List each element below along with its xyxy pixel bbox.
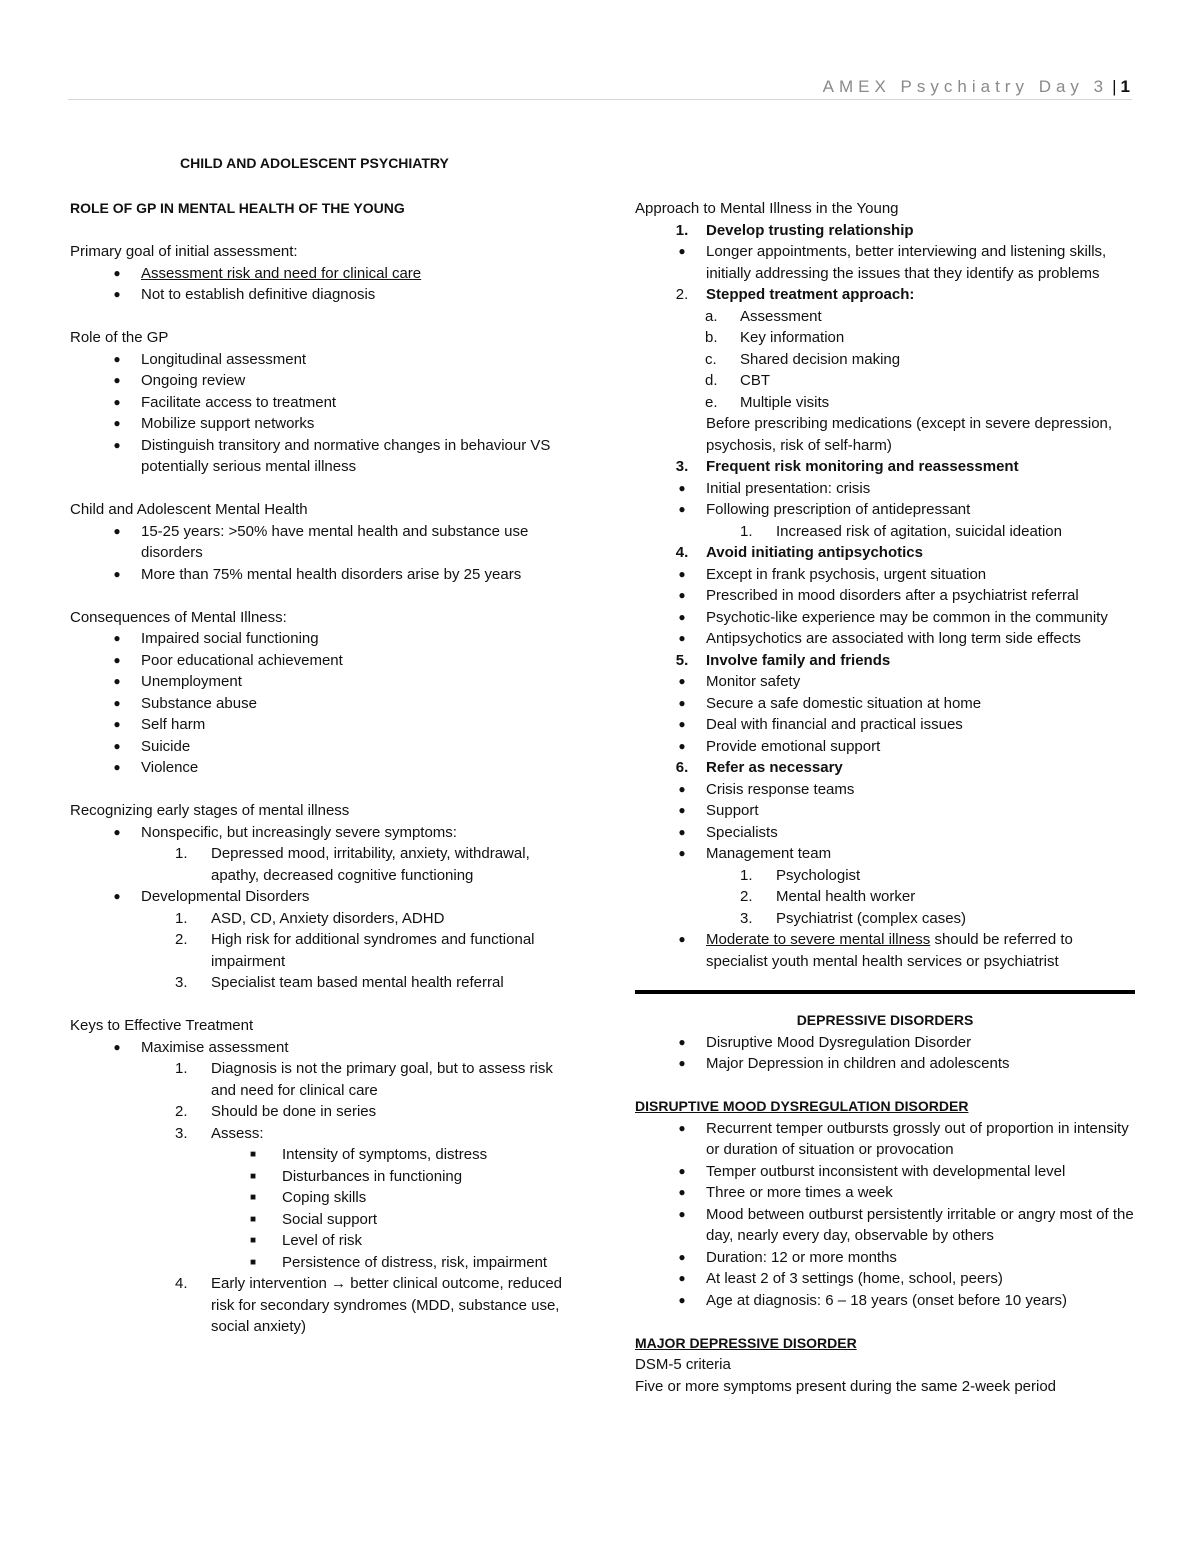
list-item: ● Impaired social functioning [113,630,319,647]
page-header [823,76,1130,98]
list-item: 1. Develop trusting relationship [675,221,914,239]
list-item: ● Unemployment [113,673,242,690]
right-column [635,198,1135,1397]
list-item: ● Longitudinal assessment [113,350,307,368]
list-item: 2. Mental health worker [740,888,916,905]
list-item: Before prescribing medications (except in severe depression, psychosis, risk of self-harm) [706,415,1113,454]
list-item: 2. High risk for additional syndromes and functional impairment [175,931,535,970]
dmdd-heading: DISRUPTIVE MOOD DYSREGULATION DISORDER [635,1098,969,1114]
depressive-heading: DEPRESSIVE DISORDERS [796,1012,974,1028]
approach-label: Approach to Mental Illness in the Young [635,200,899,217]
list-item: ● Secure a safe domestic situation at home [678,694,982,712]
list-item: 6. Refer as necessary [675,759,843,776]
mdd-heading: MAJOR DEPRESSIVE DISORDER [635,1334,857,1351]
list-item: ● Ongoing review [113,372,246,389]
role-heading: ROLE OF GP IN MENTAL HEALTH OF THE YOUNG [70,200,405,216]
primary-goal-label: Primary goal of initial assessment: [70,243,298,260]
list-item: 3. Frequent risk monitoring and reassessment [675,458,1019,475]
role-gp-list [70,349,575,478]
list-item: ● Provide emotional support [678,737,881,755]
list-item: ● At least 2 of 3 settings (home, school, peers) [678,1270,1003,1287]
list-item: ● Duration: 12 or more months [678,1248,897,1266]
consequences-list [70,628,575,779]
list-item: ■ Coping skills [250,1189,367,1206]
list-item: ● More than 75% mental health disorders arise by 25 years [113,565,522,583]
list-item: a. Assessment [705,307,822,325]
list-item: 2. Stepped treatment approach: [675,286,915,303]
list-item: ● Facilitate access to treatment [113,393,337,411]
list-item: 1. Diagnosis is not the primary goal, but to assess risk and need for clinical care [175,1060,553,1099]
list-item: ● Assessment risk and need for clinical care [113,264,422,282]
list-item: 1. Depressed mood, irritability, anxiety, withdrawal, apathy, decreased cognitive functioning [175,845,530,884]
list-item: ● Except in frank psychosis, urgent situation [678,565,987,583]
list-item: ● Specialists [678,823,778,841]
list-item: e. Multiple visits [705,393,830,411]
early-label: Recognizing early stages of mental illness [70,802,350,819]
list-item: ● Temper outburst inconsistent with developmental level [678,1162,1066,1180]
list-item: ● Psychotic-like experience may be common in the community [678,608,1108,626]
list-item: ■ Intensity of symptoms, distress [250,1146,488,1163]
list-item: ● Maximise assessment [113,1038,289,1056]
keys-list [70,1037,575,1338]
role-gp-label: Role of the GP [70,329,169,346]
list-item: 4. Avoid initiating antipsychotics [675,544,923,561]
list-item: ● Initial presentation: crisis [678,479,871,497]
list-item: ■ Social support [250,1210,378,1228]
list-item: ● 15-25 years: >50% have mental health and substance use disorders [113,522,529,561]
list-item: ● Developmental Disorders [113,888,310,905]
header-title: AMEX Psychiatry Day 3 [822,77,1109,96]
list-item: ● Prescribed in mood disorders after a psychiatrist referral [678,587,1079,604]
list-item: ● Crisis response teams [678,780,855,798]
document-title: CHILD AND ADOLESCENT PSYCHIATRY [180,155,449,171]
list-item: ● Suicide [113,737,191,755]
list-item: 2. Should be done in series [175,1103,377,1120]
keys-label: Keys to Effective Treatment [70,1017,254,1034]
list-item: ● Support [678,802,759,819]
list-item: ● Distinguish transitory and normative changes in behaviour VS potentially serious mental illness [113,436,551,475]
list-item: ● Recurrent temper outbursts grossly out of proportion in intensity or duration of situation or provocation [678,1119,1129,1158]
list-item: 3. Psychiatrist (complex cases) [740,909,967,927]
list-item: ■ Level of risk [250,1232,363,1249]
header-separator: | [1112,77,1117,96]
list-item: ● Self harm [113,716,206,733]
list-item: ● Disruptive Mood Dysregulation Disorder [678,1033,972,1051]
list-item: ● Not to establish definitive diagnosis [113,286,376,303]
list-item: 5. Involve family and friends [675,651,891,669]
list-item: 1. Increased risk of agitation, suicidal ideation [740,522,1062,540]
child-mh-list [70,521,575,586]
list-item: ● Major Depression in children and adolescents [678,1055,1010,1072]
page-number: 1 [1120,77,1130,96]
list-item: ● Poor educational achievement [113,651,343,669]
section-divider [635,990,1135,994]
list-item: ■ Persistence of distress, risk, impairment [250,1253,548,1271]
list-item: ■ Disturbances in functioning [250,1167,463,1185]
list-item: 4. Early intervention → better clinical outcome, reduced risk for secondary syndromes (MDD, substance use, social anxiety) [175,1275,563,1335]
list-item: d. CBT [705,372,770,389]
left-column [70,198,575,1338]
list-item: ● Antipsychotics are associated with long term side effects [678,630,1081,647]
list-item: ● Mobilize support networks [113,415,315,432]
approach-list [635,220,1135,973]
list-item: ● Deal with financial and practical issues [678,716,963,733]
early-list [70,822,575,994]
list-item: 1. Psychologist [740,866,861,884]
list-item: c. Shared decision making [705,350,901,368]
list-item: ● Age at diagnosis: 6 – 18 years (onset before 10 years) [678,1291,1068,1309]
list-item: ● Following prescription of antidepressant [678,501,971,518]
mdd-line: Five or more symptoms present during the same 2-week period [635,1377,1057,1395]
primary-goal-list [70,263,575,306]
list-item: ● Violence [113,759,199,776]
child-mh-label: Child and Adolescent Mental Health [70,501,308,518]
list-item: ● Longer appointments, better interviewing and listening skills, initially addressing the issues that they identify as problems [678,243,1107,282]
list-item: ● Mood between outburst persistently irritable or angry most of the day, nearly every day, observable by others [678,1205,1134,1244]
list-item: 3. Specialist team based mental health referral [175,974,504,991]
list-item: b. Key information [705,329,845,346]
list-item: 1. ASD, CD, Anxiety disorders, ADHD [175,909,445,927]
list-item: ● Nonspecific, but increasingly severe symptoms: [113,823,457,841]
list-item: ● Three or more times a week [678,1184,893,1201]
list-item: ● Management team [678,845,832,862]
consequences-label: Consequences of Mental Illness: [70,608,287,626]
list-item: ● Substance abuse [113,694,257,712]
depressive-list [635,1032,1135,1075]
header-rule [68,99,1132,100]
list-item: 3. Assess: [175,1124,264,1142]
mdd-line: DSM-5 criteria [635,1356,731,1373]
list-item: ● Monitor safety [678,673,801,690]
dmdd-list [635,1118,1135,1312]
list-item: ● Moderate to severe mental illness should be referred to specialist youth mental health services or psychiatrist [678,931,1073,970]
